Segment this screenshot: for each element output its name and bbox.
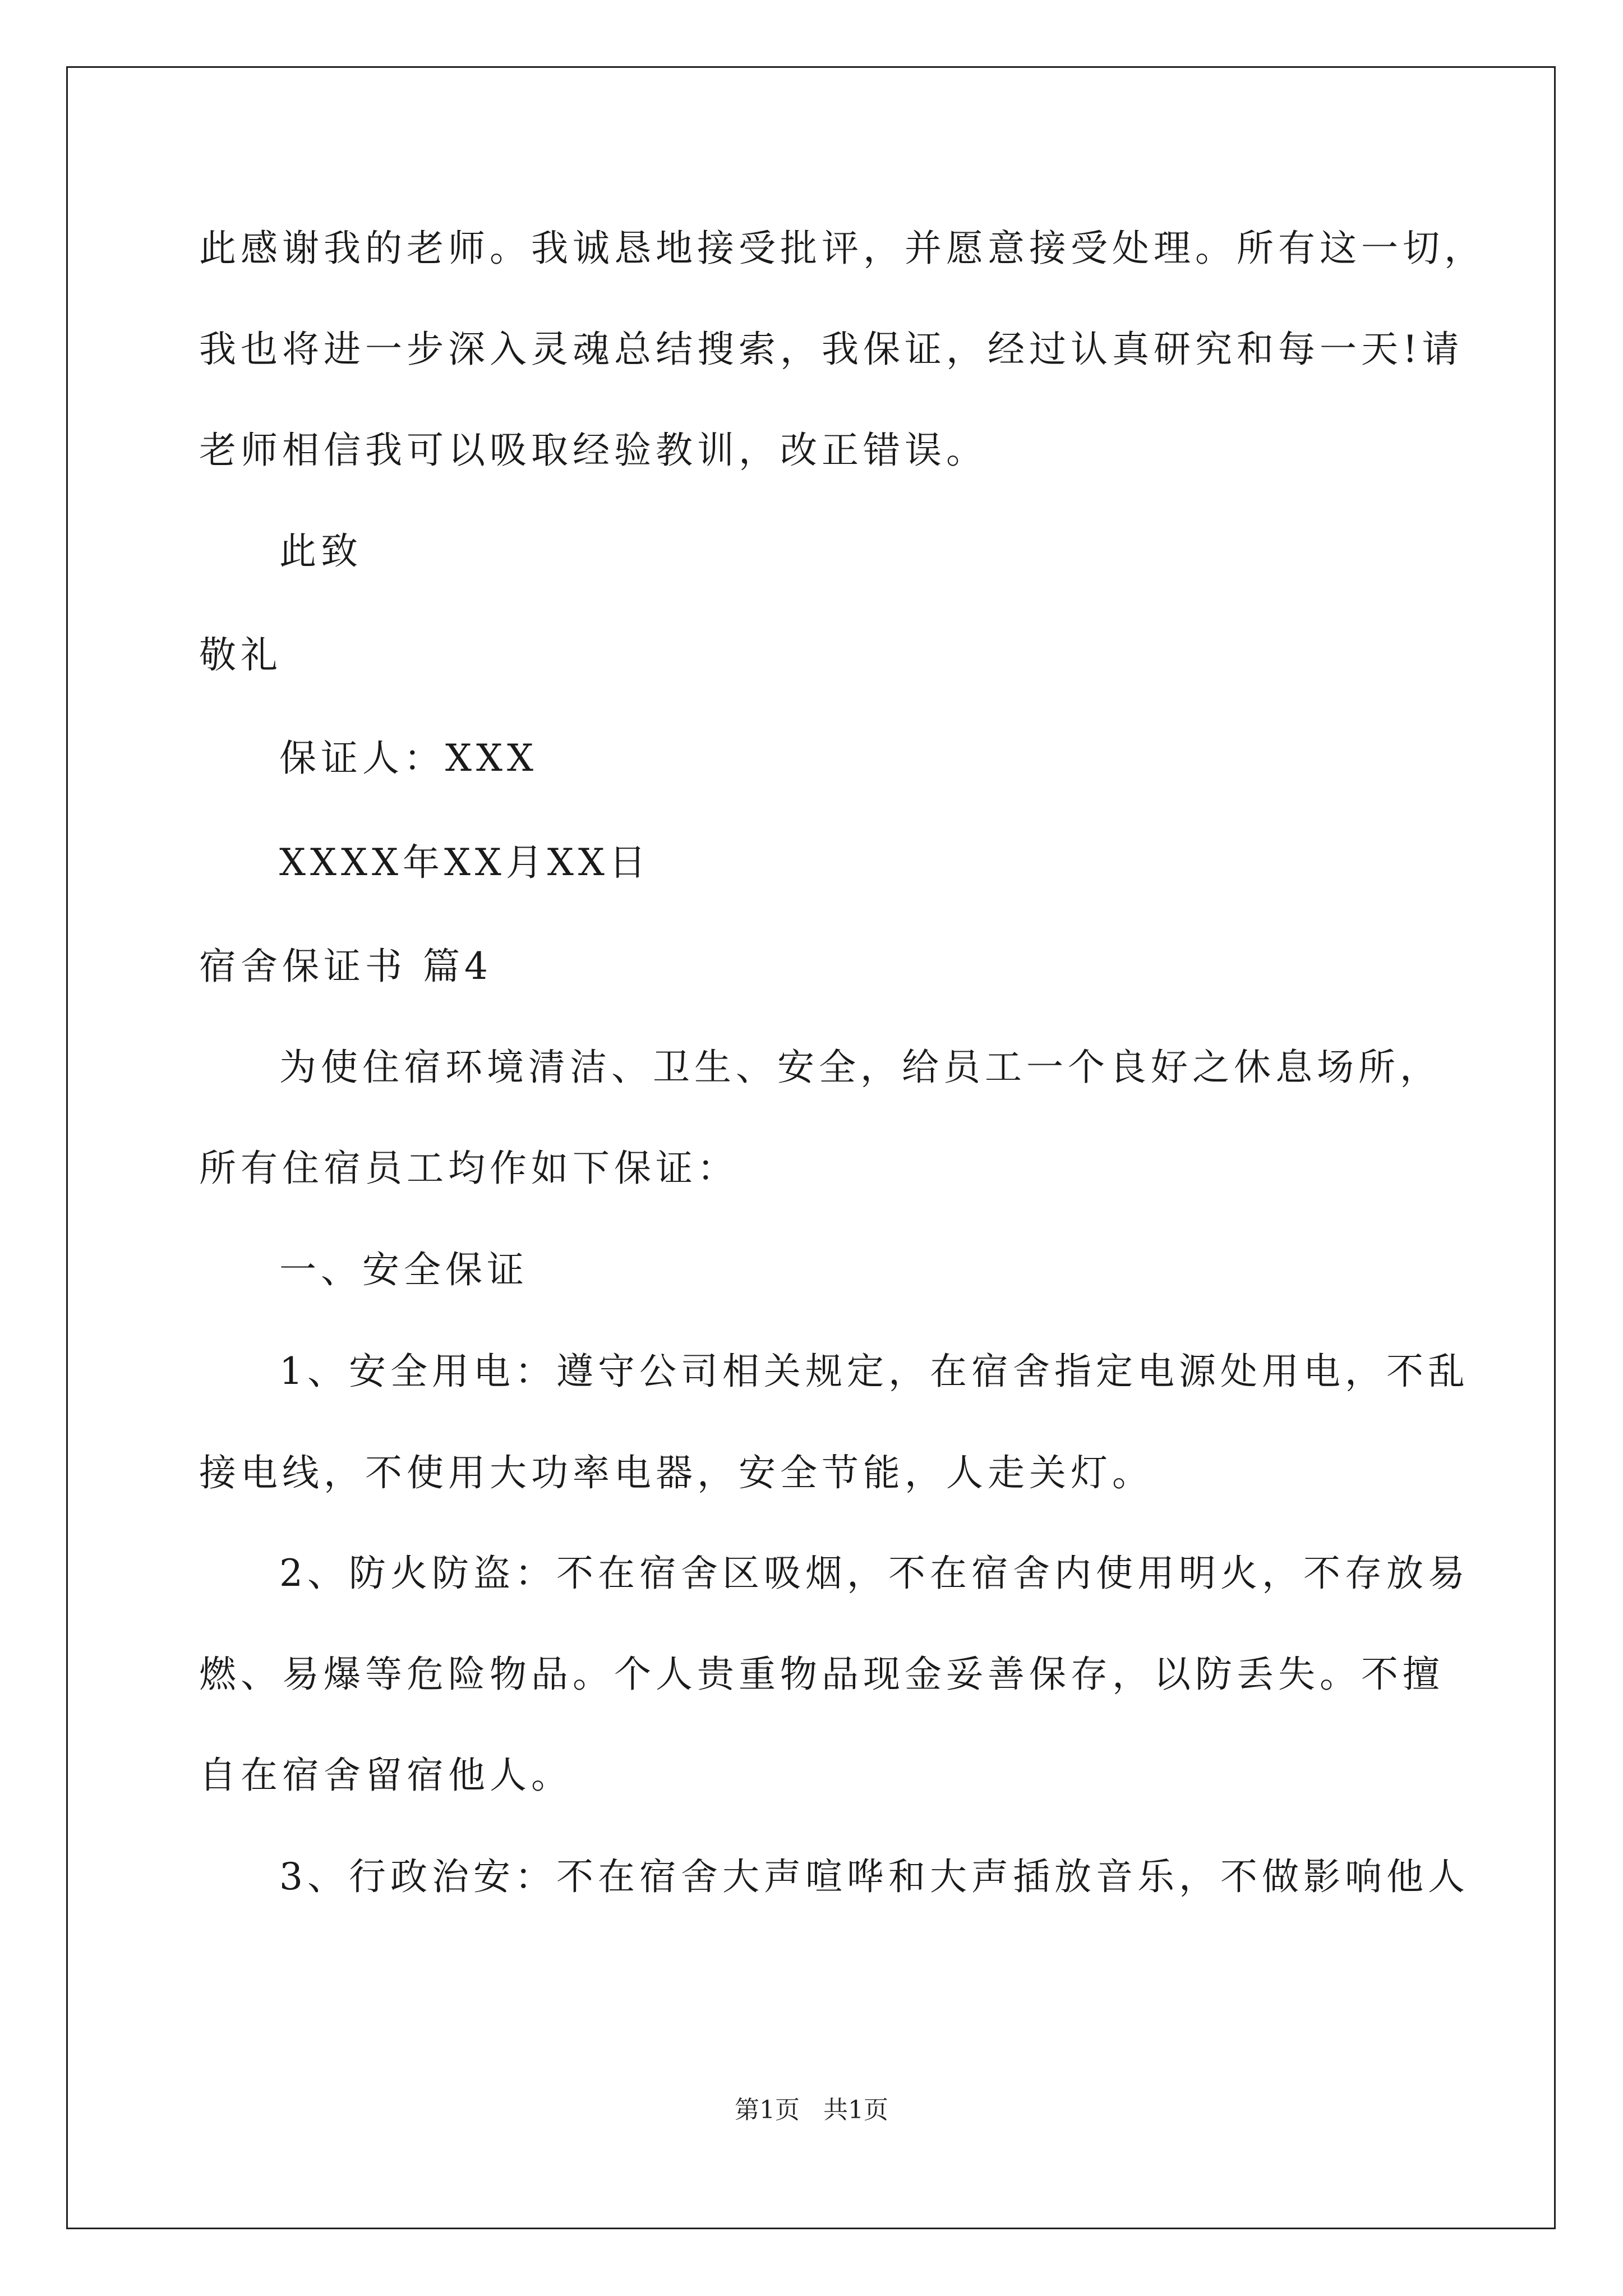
list-item-line: 1、安全用电：遵守公司相关规定，在宿舍指定电源处用电，不乱 xyxy=(279,1350,1469,1393)
date-line: XXXX年XX月XX日 xyxy=(279,841,651,884)
closing-salutation: 此致 xyxy=(279,530,362,573)
subsection-heading: 一、安全保证 xyxy=(279,1248,528,1291)
list-item-line: 接电线，不使用大功率电器，安全节能，人走关灯。 xyxy=(199,1451,1154,1494)
list-item-line: 3、行政治安：不在宿舍大声喧哗和大声插放音乐，不做影响他人 xyxy=(279,1855,1469,1898)
closing-regards: 敬礼 xyxy=(199,633,282,677)
page-footer: 第1页 共1页 xyxy=(735,2096,888,2124)
paragraph-line: 此感谢我的老师。我诚恳地接受批评，并愿意接受处理。所有这一切， xyxy=(199,227,1486,270)
paragraph-line: 我也将进一步深入灵魂总结搜索，我保证，经过认真研究和每一天!请 xyxy=(199,328,1464,371)
list-item-line: 燃、易爆等危险物品。个人贵重物品现金妥善保存，以防丢失。不擅 xyxy=(199,1653,1444,1696)
list-item-line: 自在宿舍留宿他人。 xyxy=(199,1754,573,1797)
list-item-line: 2、防火防盗：不在宿舍区吸烟，不在宿舍内使用明火，不存放易 xyxy=(279,1552,1469,1595)
section-heading: 宿舍保证书 篇4 xyxy=(199,945,492,988)
paragraph-line: 所有住宿员工均作如下保证： xyxy=(199,1147,739,1190)
paragraph-line: 为使住宿环境清洁、卫生、安全，给员工一个良好之休息场所， xyxy=(279,1046,1441,1089)
paragraph-line: 老师相信我可以吸取经验教训，改正错误。 xyxy=(199,429,988,472)
guarantor-line: 保证人：XXX xyxy=(279,737,538,780)
